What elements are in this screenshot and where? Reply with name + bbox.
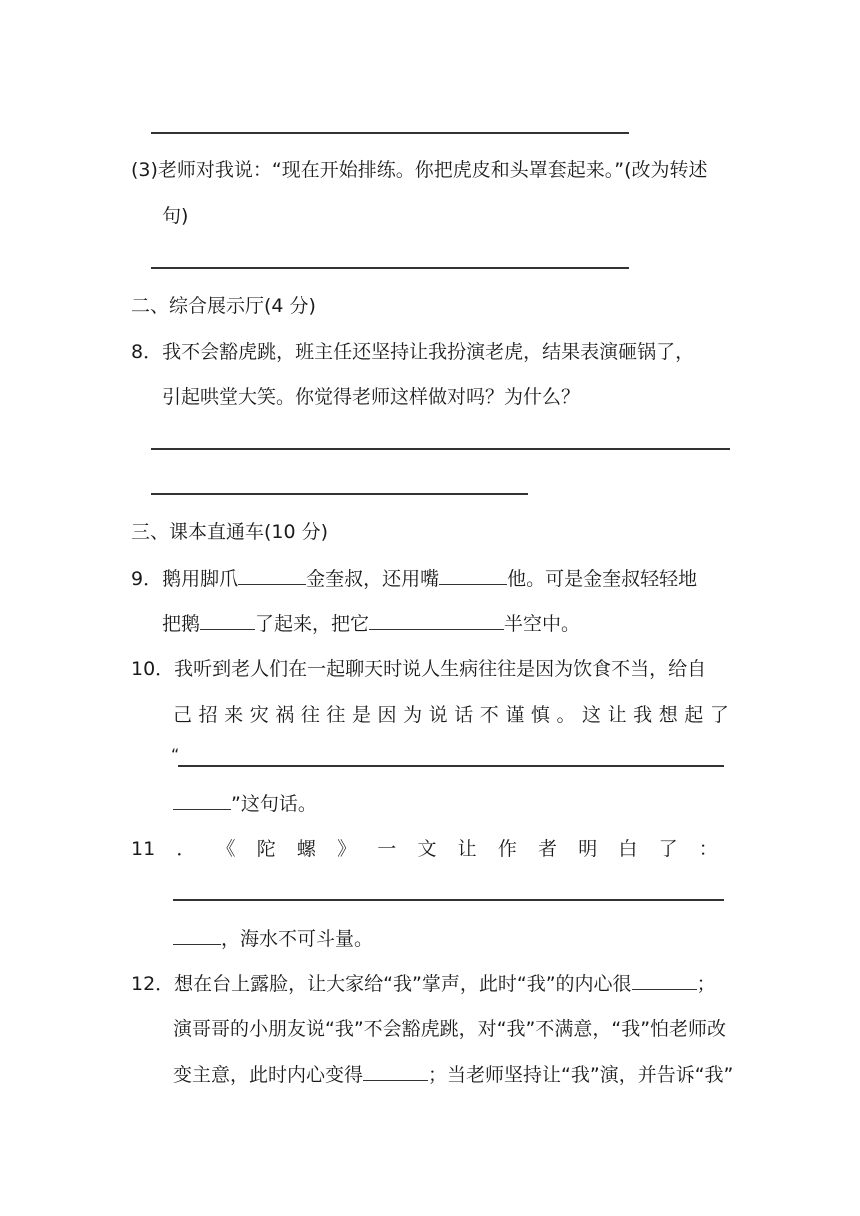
answer-line[interactable] xyxy=(151,448,730,450)
q11-char: 明 xyxy=(578,838,598,860)
q10-char: 往 xyxy=(300,704,320,726)
q11-line3 xyxy=(173,926,373,951)
q12-line1 xyxy=(131,971,716,996)
q10-char: 祸 xyxy=(275,704,295,726)
q10-char: 这 xyxy=(582,704,602,726)
q10-char: 来 xyxy=(224,704,244,726)
q10-char: 是 xyxy=(351,704,371,726)
q9-line2 xyxy=(162,611,580,636)
section-2-title: 二、综合展示厅(4 分) xyxy=(131,295,316,317)
q10-line1: 10．我听到老人们在一起聊天时说人生病往往是因为饮食不当，给自 xyxy=(131,658,707,680)
answer-line[interactable] xyxy=(151,267,629,269)
section-3-title: 三、课本直通车(10 分) xyxy=(131,521,329,543)
q9-text-c: 他。可是金奎叔轻轻地 xyxy=(507,568,698,590)
fill-blank[interactable] xyxy=(200,611,255,630)
q10-line2 xyxy=(173,703,729,727)
fill-blank[interactable] xyxy=(369,611,504,630)
q10-char: 让 xyxy=(607,704,627,726)
q10-char: 因 xyxy=(377,704,397,726)
q9-text-b: 金奎叔，还用嘴 xyxy=(306,568,440,590)
q10-close: ”这句话。 xyxy=(231,793,317,815)
q12-text-a: 12．想在台上露脸，让大家给“我”掌声，此时“我”的内心很 xyxy=(131,973,632,995)
q8-line2: 引起哄堂大笑。你觉得老师这样做对吗？为什么？ xyxy=(162,386,581,408)
answer-line[interactable] xyxy=(178,765,724,767)
q9-text-d: 把鹅 xyxy=(162,613,201,635)
fill-blank[interactable] xyxy=(439,566,507,585)
answer-line[interactable] xyxy=(151,132,629,134)
q11-char: 让 xyxy=(457,838,477,860)
q10-char: 招 xyxy=(198,704,218,726)
q12-line2: 演哥哥的小朋友说“我”不会豁虎跳，对“我”不满意，“我”怕老师改 xyxy=(173,1018,727,1040)
q9-text-a: 9．鹅用脚爪 xyxy=(131,568,239,590)
q10-char: 了 xyxy=(709,704,729,726)
answer-line[interactable] xyxy=(173,899,724,901)
q11-char: 》 xyxy=(337,838,357,860)
q10-char: 己 xyxy=(173,704,193,726)
q10-char: 为 xyxy=(403,704,423,726)
fill-blank[interactable] xyxy=(173,926,221,945)
q10-char: 慎 xyxy=(530,704,550,726)
q11-char: 白 xyxy=(618,838,638,860)
q10-char: 谨 xyxy=(505,704,525,726)
q10-open-quote: “ xyxy=(171,745,180,764)
q11-char: ： xyxy=(698,838,718,860)
fill-blank[interactable] xyxy=(238,566,306,585)
q11-tail: ，海水不可斗量。 xyxy=(221,928,374,950)
fill-blank[interactable] xyxy=(632,971,697,990)
q11-char: 陀 xyxy=(256,838,276,860)
q10-char: 往 xyxy=(326,704,346,726)
q9-text-f: 半空中。 xyxy=(504,613,581,635)
q7-3-line1: (3)老师对我说：“现在开始排练。你把虎皮和头罩套起来。”(改为转述 xyxy=(131,159,708,181)
q8-line1: 8．我不会豁虎跳，班主任还坚持让我扮演老虎，结果表演砸锅了， xyxy=(131,341,695,363)
q12-text-d: ；当老师坚持让“我”演，并告诉“我” xyxy=(428,1064,734,1086)
answer-line[interactable] xyxy=(151,493,528,495)
q12-text-b: ； xyxy=(696,973,716,995)
fill-blank[interactable] xyxy=(173,791,231,810)
q10-char: 不 xyxy=(479,704,499,726)
q9-text-e: 了起来，把它 xyxy=(255,613,370,635)
q10-char: 。 xyxy=(556,704,576,726)
q10-char: 起 xyxy=(684,704,704,726)
q11-char: 螺 xyxy=(296,838,316,860)
q12-text-c: 变主意，此时内心变得 xyxy=(173,1064,364,1086)
q7-3-line2: 句) xyxy=(162,205,189,227)
q11-char: 了 xyxy=(658,838,678,860)
q10-char: 想 xyxy=(658,704,678,726)
q11-char: 文 xyxy=(417,838,437,860)
q11-line1 xyxy=(131,837,718,861)
q11-char: 作 xyxy=(497,838,517,860)
q11-char: 一 xyxy=(377,838,397,860)
q11-char: ． xyxy=(176,838,196,860)
q11-char: 11 xyxy=(131,838,156,860)
q11-char: 《 xyxy=(216,838,236,860)
q9-line1 xyxy=(131,566,697,591)
q10-char: 我 xyxy=(633,704,653,726)
q12-line3 xyxy=(173,1062,733,1087)
q10-char: 说 xyxy=(428,704,448,726)
q10-char: 灾 xyxy=(249,704,269,726)
fill-blank[interactable] xyxy=(363,1062,428,1081)
q11-char: 者 xyxy=(538,838,558,860)
q10-char: 话 xyxy=(454,704,474,726)
q10-line4 xyxy=(173,791,317,816)
